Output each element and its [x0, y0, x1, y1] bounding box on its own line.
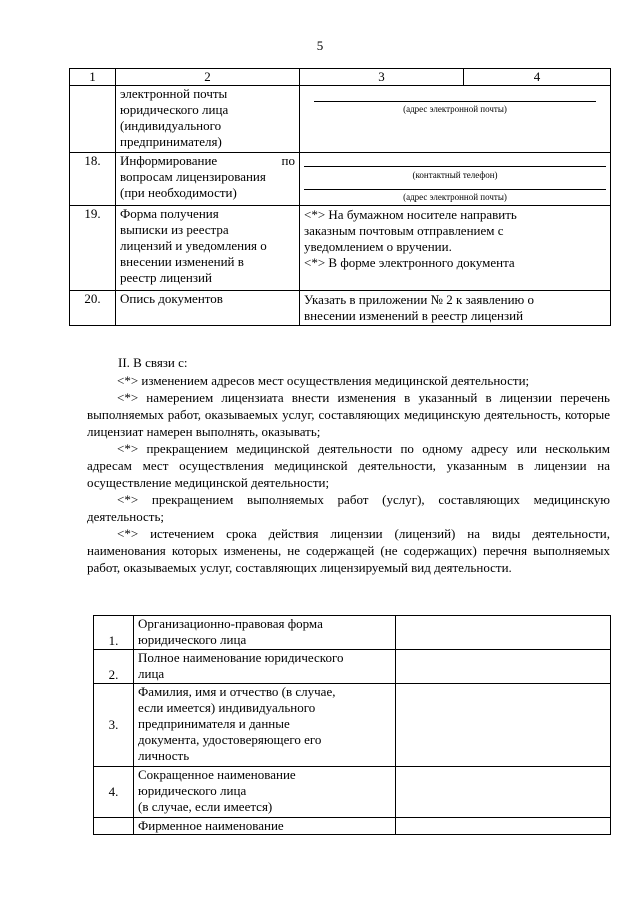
row-label-line: если имеется) индивидуального	[138, 700, 316, 715]
table-row	[94, 650, 611, 684]
electronic-option[interactable]: <*> В форме электронного документа	[304, 255, 515, 270]
row-label-line: Фамилия, имя и отчество (в случае,	[138, 684, 336, 699]
value-line: уведомлением о вручении.	[304, 239, 452, 254]
phone-caption: (контактный телефон)	[412, 170, 498, 180]
row-label-line: (при необходимости)	[120, 185, 237, 200]
row-label-line: предпринимателя и данные	[138, 716, 290, 731]
row-label-line: электронной почты	[120, 86, 228, 101]
table-row	[94, 616, 611, 650]
row-label-line: личность	[138, 748, 190, 763]
table-row	[94, 684, 611, 767]
value-line: внесении изменений в реестр лицензий	[304, 308, 524, 323]
column-header: 4	[464, 69, 611, 86]
row-label-line: (в случае, если имеется)	[138, 799, 273, 814]
email-fill-line[interactable]	[304, 181, 606, 190]
column-header: 3	[300, 69, 464, 86]
section-paragraph: <*> прекращением выполняемых работ (услуг), составляющих медицинскую деятельность;	[87, 492, 610, 524]
value-line: заказным почтовым отправлением с	[304, 223, 504, 238]
email-caption: (адрес электронной почты)	[403, 104, 507, 114]
row-label-line: выписки из реестра	[120, 222, 229, 237]
column-header: 1	[70, 69, 116, 86]
row-number: 2.	[94, 650, 134, 684]
value-cell[interactable]	[396, 684, 611, 767]
section-paragraph: <*> изменением адресов мест осуществления медицинской деятельности;	[117, 373, 530, 388]
row-label-line: вопросам лицензирования	[120, 169, 266, 184]
value-cell[interactable]	[396, 818, 611, 835]
row-number	[94, 818, 134, 835]
row-label-line: Информирование по	[120, 153, 295, 168]
value-cell[interactable]	[396, 650, 611, 684]
row-number: 3.	[94, 684, 134, 767]
row-label-line: юридического лица	[120, 102, 229, 117]
row-label-line: реестр лицензий	[120, 270, 212, 285]
row-label-line: Организационно-правовая форма	[138, 616, 323, 631]
value-line: Указать в приложении № 2 к заявлению о	[304, 292, 535, 307]
table-row-18	[70, 153, 611, 206]
email-fill-line[interactable]	[314, 87, 596, 102]
email-caption: (адрес электронной почты)	[403, 192, 507, 202]
row-label-line: (индивидуального	[120, 118, 222, 133]
table-row-20	[70, 291, 611, 326]
page-number: 5	[316, 38, 324, 53]
row-number: 19.	[70, 206, 116, 291]
section-paragraph: <*> истечением срока действия лицензии (лицензий) на виды деятельности, наименования которых изменены, не содержащей (не содержащих) перечня выполняемых работ, оказываемых услуг, составляющих лицензируемый вид деятельности.	[87, 526, 610, 575]
table-row	[94, 818, 611, 835]
license-details-table	[69, 68, 611, 326]
table-row-19	[70, 206, 611, 291]
row-label-line: предпринимателя)	[120, 134, 222, 149]
row-number: 1.	[94, 616, 134, 650]
row-label-line: Форма получения	[120, 206, 219, 221]
row-label-line: внесении изменений в	[120, 254, 244, 269]
row-number: 20.	[70, 291, 116, 326]
row-label-line: Сокращенное наименование	[138, 767, 296, 782]
row-label-line: Полное наименование юридического	[138, 650, 344, 665]
value-cell[interactable]	[396, 767, 611, 818]
section-body	[87, 372, 610, 576]
value-cell[interactable]	[396, 616, 611, 650]
row-label-line: юридического лица	[138, 632, 247, 647]
section-paragraph: <*> намерением лицензиата внести изменения в указанный в лицензии перечень выполняемых работ, оказываемых услуг, составляющих медицинскую деятельность, которые лицензиат намерен выполнять, оказывать;	[87, 390, 610, 439]
table-header-row	[70, 69, 611, 86]
section-paragraph: <*> прекращением медицинской деятельности по одному адресу или нескольким адресам мест осуществления медицинской деятельности, указанным в лицензии на осуществление медицинской деятельности;	[87, 441, 610, 490]
organization-details-table	[93, 615, 611, 835]
table-row-email-continued	[70, 86, 611, 153]
section-heading: II. В связи с:	[118, 355, 188, 370]
paper-option[interactable]: <*> На бумажном носителе направить	[304, 207, 517, 222]
phone-fill-line[interactable]	[304, 153, 606, 167]
column-header: 2	[116, 69, 300, 86]
row-label-line: Фирменное наименование	[138, 818, 284, 833]
row-label-line: юридического лица	[138, 783, 247, 798]
table-row	[94, 767, 611, 818]
row-label-line: документа, удостоверяющего его	[138, 732, 322, 747]
row-number: 18.	[70, 153, 116, 206]
row-label-line: лица	[138, 666, 165, 681]
row-label: Опись документов	[116, 291, 300, 326]
row-number: 4.	[94, 767, 134, 818]
row-label-line: лицензий и уведомления о	[120, 238, 267, 253]
